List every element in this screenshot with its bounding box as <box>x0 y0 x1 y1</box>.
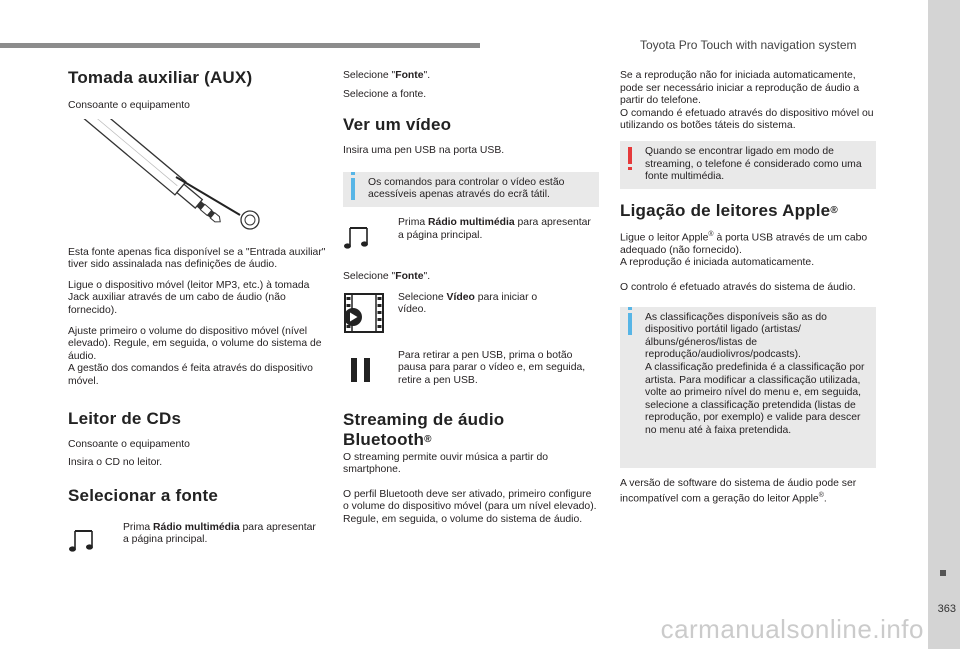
aux-equipment: Consoante o equipamento <box>68 100 190 111</box>
streaming-paragraph-1: Se a reprodução não for iniciada automaticamente, pode ser necessário iniciar a reprodução de áudio a partir do telefone. <box>620 70 860 107</box>
cd-equipment: Consoante o equipamento <box>68 438 190 450</box>
music-note-icon <box>68 528 96 554</box>
info-note-apple-text-b: A classificação predefinida é a classificação por artista. Para modificar a classificação utilizada, volte ao primeiro nível do menu e, em seguida, selecione a classificação pretendida (listas de reprodução, por exemplo) e valide para descer no menu até à faixa pretendida. <box>645 361 865 436</box>
column-2 <box>343 64 599 527</box>
pause-instruction <box>343 350 599 404</box>
aux-paragraph-2: Ligue o dispositivo móvel (leitor MP3, etc.) à tomada Jack auxiliar através de um cabo de áudio (não fornecido). <box>68 279 310 316</box>
streaming-paragraph-1b: O comando é efetuado através do dispositivo móvel ou utilizando os botões táteis do sistema. <box>620 107 874 132</box>
continue-marker <box>940 570 946 576</box>
press-radio-text: Prima Rádio multimédia para apresentar a página principal. <box>123 521 316 546</box>
video-insert: Insira uma pen USB na porta USB. <box>343 145 505 157</box>
select-source-3: Selecione "Fonte". <box>343 270 431 282</box>
bluetooth-paragraph-2: O perfil Bluetooth deve ser ativado, primeiro configure o volume do dispositivo móvel (para um nível elevado). <box>343 488 597 513</box>
bluetooth-title: Streaming de áudio Bluetooth® <box>343 409 505 449</box>
apple-paragraph-3: A versão de software do sistema de áudio pode ser incompatível com a geração do leitor Apple®. <box>620 477 857 505</box>
video-film-icon <box>341 290 387 336</box>
column-1 <box>68 64 326 560</box>
info-icon <box>351 178 355 200</box>
aux-paragraph-1: Esta fonte apenas fica disponível se a "Entrada auxiliar" tiver sido assinalada nas definições de áudio. <box>68 246 326 271</box>
side-strip <box>928 0 960 649</box>
select-video-instruction <box>343 290 599 344</box>
apple-paragraph-1: Ligue o leitor Apple® à porta USB através de um cabo adequado (não fornecido). <box>620 230 868 256</box>
select-video-text: Selecione Vídeo para iniciar o vídeo. <box>398 291 538 316</box>
warning-note-text: Quando se encontrar ligado em modo de streaming, o telefone é considerado como uma fonte multimédia. <box>645 145 862 183</box>
select-source-2: Selecione a fonte. <box>343 88 427 100</box>
cd-title: Leitor de CDs <box>68 408 182 428</box>
pause-icon <box>349 356 373 384</box>
apple-title: Ligação de leitores Apple® <box>620 200 838 220</box>
press-radio-instruction-2 <box>343 215 599 267</box>
header-rule <box>0 43 480 48</box>
info-note-apple <box>620 307 876 468</box>
aux-paragraph-3b: A gestão dos comandos é feita através do dispositivo móvel. <box>68 363 313 387</box>
page-number: 363 <box>937 603 956 615</box>
info-note-apple-text-a: As classificações disponíveis são as do dispositivo portátil ligado (artistas/álbuns/géneros/listas de reprodução/audiolivros/podcasts). <box>645 311 827 361</box>
info-icon <box>628 313 632 335</box>
cd-insert: Insira o CD no leitor. <box>68 457 163 469</box>
aux-title: Tomada auxiliar (AUX) <box>68 68 253 87</box>
header-title: Toyota Pro Touch with navigation system <box>640 38 857 52</box>
info-note-video <box>343 172 599 207</box>
source-title: Selecionar a fonte <box>68 485 219 505</box>
aux-paragraph-3: Ajuste primeiro o volume do dispositivo móvel (nível elevado). Regule, em seguida, o volume do sistema de áudio. <box>68 325 322 362</box>
select-source-1: Selecione "Fonte". <box>343 70 431 81</box>
warning-icon <box>628 147 632 164</box>
warning-note-streaming <box>620 141 876 189</box>
apple-paragraph-2: O controlo é efetuado através do sistema de áudio. <box>620 282 856 293</box>
press-radio-text-2: Prima Rádio multimédia para apresentar a página principal. <box>398 216 591 241</box>
jack-plug-illustration <box>60 119 270 239</box>
column-3 <box>620 64 876 506</box>
apple-paragraph-1b: A reprodução é iniciada automaticamente. <box>620 257 815 269</box>
music-note-icon <box>343 225 371 251</box>
bluetooth-paragraph-1: O streaming permite ouvir música a partir do smartphone. <box>343 451 549 476</box>
pause-text: Para retirar a pen USB, prima o botão pausa para parar o vídeo e, em seguida, retire a pen USB. <box>398 349 586 386</box>
video-title: Ver um vídeo <box>343 115 452 135</box>
bluetooth-paragraph-2b: Regule, em seguida, o volume do sistema de áudio. <box>343 513 583 525</box>
info-note-video-text: Os comandos para controlar o vídeo estão acessíveis apenas através do ecrã tátil. <box>368 176 565 201</box>
watermark: carmanualsonline.info <box>660 614 924 644</box>
press-radio-instruction <box>68 520 326 560</box>
